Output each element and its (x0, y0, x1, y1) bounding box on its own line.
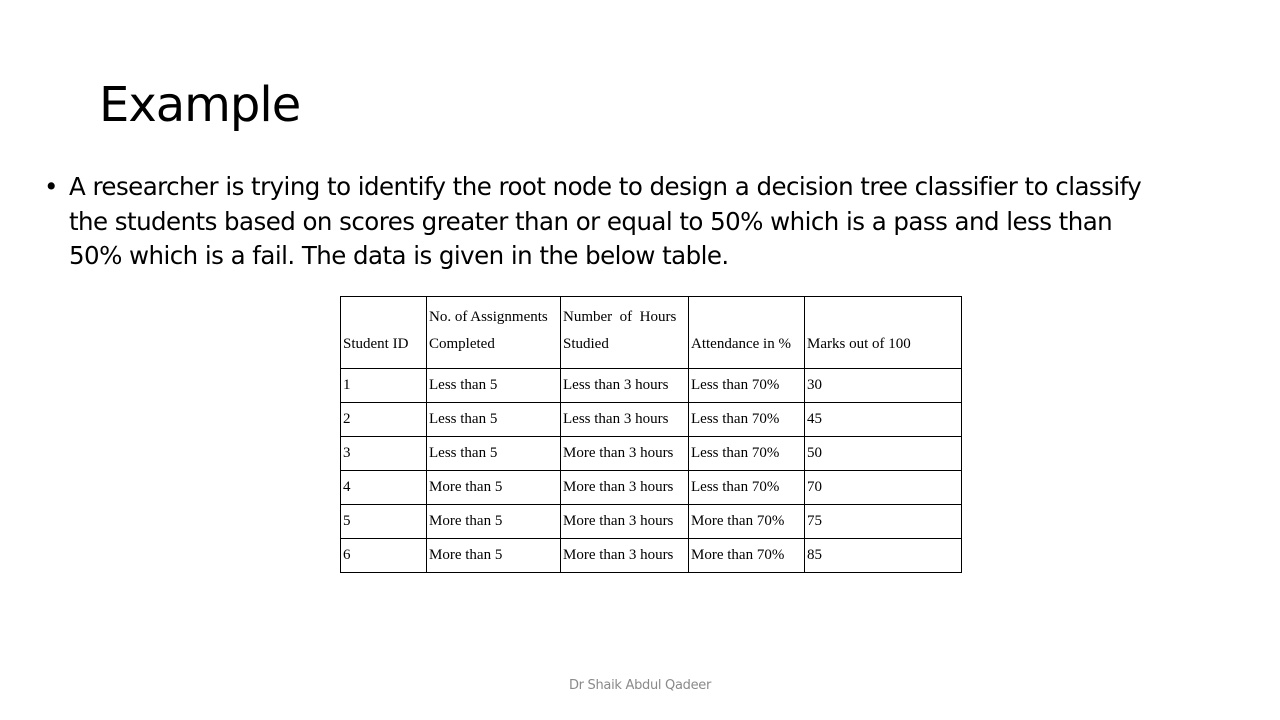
header-marks: Marks out of 100 (805, 297, 962, 369)
bullet-marker: • (44, 172, 58, 201)
cell-attendance: Less than 70% (689, 437, 805, 471)
cell-attendance: Less than 70% (689, 403, 805, 437)
slide-title: Example (99, 77, 301, 133)
cell-hours: More than 3 hours (561, 539, 689, 573)
cell-marks: 85 (805, 539, 962, 573)
bullet-text: A researcher is trying to identify the root node to design a decision tree classifier to classify the students based on scores greater than or equal to 50% which is a pass and less than 50% which is a fail. The data is given in the below table. (69, 172, 1142, 270)
cell-hours: More than 3 hours (561, 437, 689, 471)
cell-student-id: 5 (341, 505, 427, 539)
table-header-row (341, 297, 962, 369)
cell-attendance: More than 70% (689, 539, 805, 573)
cell-student-id: 1 (341, 369, 427, 403)
cell-student-id: 4 (341, 471, 427, 505)
cell-hours: More than 3 hours (561, 471, 689, 505)
cell-marks: 45 (805, 403, 962, 437)
cell-hours: Less than 3 hours (561, 403, 689, 437)
cell-marks: 70 (805, 471, 962, 505)
cell-assignments: More than 5 (427, 471, 561, 505)
cell-hours: Less than 3 hours (561, 369, 689, 403)
table-row (341, 471, 962, 505)
cell-assignments: Less than 5 (427, 437, 561, 471)
cell-attendance: Less than 70% (689, 471, 805, 505)
cell-marks: 75 (805, 505, 962, 539)
cell-student-id: 3 (341, 437, 427, 471)
cell-attendance: More than 70% (689, 505, 805, 539)
footer-author: Dr Shaik Abdul Qadeer (568, 678, 712, 693)
cell-attendance: Less than 70% (689, 369, 805, 403)
header-assignments-completed: No. of Assignments Completed (427, 297, 561, 369)
cell-student-id: 6 (341, 539, 427, 573)
cell-assignments: More than 5 (427, 539, 561, 573)
header-attendance: Attendance in % (689, 297, 805, 369)
table-row (341, 539, 962, 573)
cell-assignments: More than 5 (427, 505, 561, 539)
cell-assignments: Less than 5 (427, 403, 561, 437)
table-row (341, 505, 962, 539)
header-student-id: Student ID (341, 297, 427, 369)
student-data-table (340, 296, 962, 573)
header-hours-studied: Number of Hours Studied (561, 297, 689, 369)
cell-marks: 50 (805, 437, 962, 471)
table-row (341, 403, 962, 437)
cell-student-id: 2 (341, 403, 427, 437)
table-row (341, 369, 962, 403)
cell-assignments: Less than 5 (427, 369, 561, 403)
cell-marks: 30 (805, 369, 962, 403)
cell-hours: More than 3 hours (561, 505, 689, 539)
table-row (341, 437, 962, 471)
bullet-point (44, 170, 1144, 274)
